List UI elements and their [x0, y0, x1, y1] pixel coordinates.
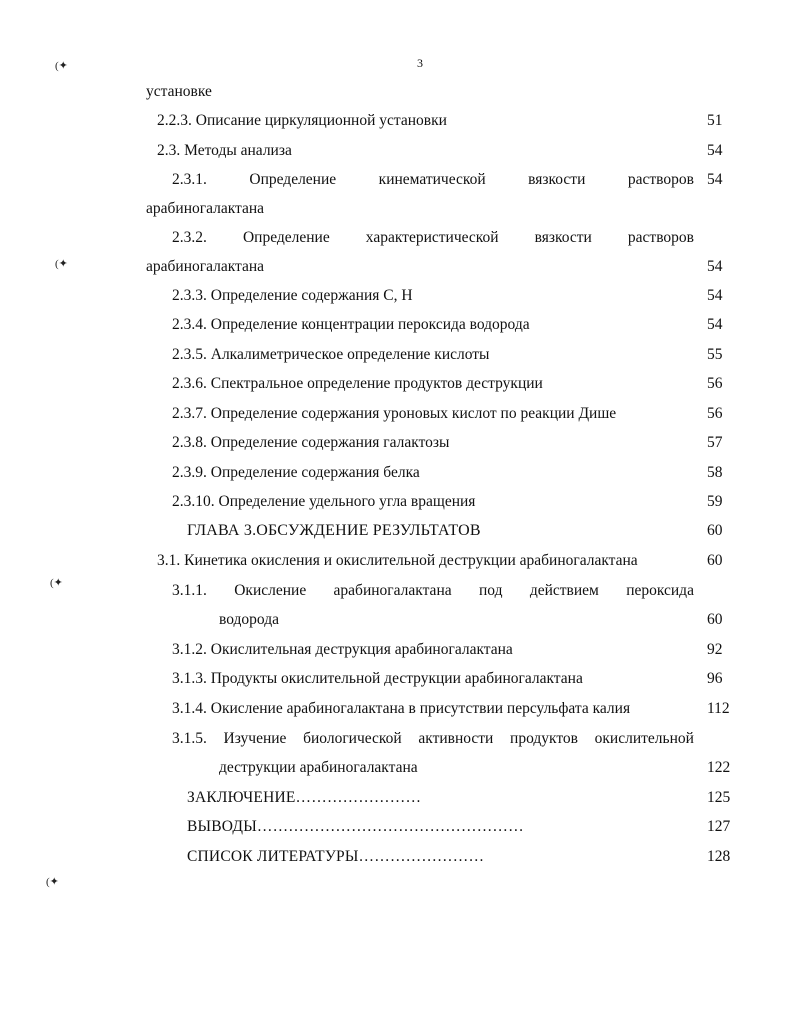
toc-entry-text: 2.3.10. Определение удельного угла вращения	[172, 493, 476, 510]
toc-word: Изучение	[223, 730, 287, 747]
binding-mark-icon: (✦	[50, 577, 63, 589]
toc-page-number: 112	[707, 700, 730, 717]
toc-page-number: 55	[707, 346, 723, 363]
toc-page-number: 122	[707, 759, 731, 776]
toc-entry-text: 2.3.3. Определение содержания С, Н	[172, 287, 413, 304]
toc-entry-continuation: арабиногалактана	[146, 258, 265, 275]
toc-page-number: 54	[707, 142, 723, 159]
toc-word: действием	[529, 582, 599, 599]
binding-mark-icon: (✦	[46, 876, 59, 888]
toc-page-number: 59	[707, 493, 723, 510]
toc-word: 2.3.2.	[172, 229, 207, 246]
toc-word: вязкости	[534, 229, 592, 246]
toc-entry-text: 2.3.8. Определение содержания галактозы	[172, 434, 450, 451]
toc-entry-justified-line	[172, 170, 694, 190]
toc-word: кинематической	[378, 171, 486, 188]
toc-word: Окисление	[234, 582, 307, 599]
toc-page-number: 60	[707, 522, 723, 539]
toc-word: биологической	[303, 730, 402, 747]
toc-word: активности	[418, 730, 494, 747]
toc-page-number: 57	[707, 434, 723, 451]
toc-entry-text: 2.3.5. Алкалиметрическое определение кислоты	[172, 346, 490, 363]
toc-entry-justified-line	[172, 581, 694, 601]
toc-page-number: 125	[707, 789, 731, 806]
toc-word: под	[478, 582, 503, 599]
binding-mark-icon: (✦	[55, 60, 68, 72]
toc-entry-justified-line	[172, 228, 694, 248]
toc-page-number: 127	[707, 818, 731, 835]
toc-page-number: 54	[707, 258, 723, 275]
toc-word: пероксида	[626, 582, 694, 599]
toc-word: вязкости	[528, 171, 586, 188]
toc-word: Определение	[249, 171, 337, 188]
toc-page-number: 92	[707, 641, 723, 658]
toc-entry-continuation: деструкции арабиногалактана	[219, 759, 418, 776]
toc-entry-text: 2.3.6. Спектральное определение продуктов деструкции	[172, 375, 543, 392]
toc-word: 2.3.1.	[172, 171, 207, 188]
toc-entry-text: 2.3.4. Определение концентрации пероксида водорода	[172, 316, 530, 333]
toc-entry-text: 3.1. Кинетика окисления и окислительной деструкции арабиногалактана	[157, 552, 638, 569]
toc-page-number: 51	[707, 112, 723, 129]
toc-word: 3.1.1.	[172, 582, 207, 599]
toc-page-number: 60	[707, 552, 723, 569]
toc-word: окислительной	[594, 730, 694, 747]
toc-entry-text: 3.1.2. Окислительная деструкция арабиногалактана	[172, 641, 513, 658]
toc-word: арабиногалактана	[333, 582, 452, 599]
toc-findings: ВЫВОДЫ……………………………………………	[187, 818, 524, 835]
toc-entry-continuation: водорода	[219, 611, 279, 628]
toc-word: характеристической	[365, 229, 499, 246]
toc-word: 3.1.5.	[172, 730, 207, 747]
page-number: 3	[417, 56, 423, 70]
toc-page-number: 54	[707, 171, 723, 188]
toc-entry-justified-line	[172, 729, 694, 749]
toc-entry-text: 2.3.7. Определение содержания уроновых кислот по реакции Дише	[172, 405, 617, 422]
toc-page-number: 60	[707, 611, 723, 628]
toc-page-number: 54	[707, 287, 723, 304]
toc-entry-text: 2.3.9. Определение содержания белка	[172, 464, 420, 481]
toc-page-number: 128	[707, 848, 731, 865]
toc-entry-text: 2.2.3. Описание циркуляционной установки	[157, 112, 447, 129]
toc-references: СПИСОК ЛИТЕРАТУРЫ……………………	[187, 848, 485, 865]
toc-page-number: 54	[707, 316, 723, 333]
binding-mark-icon: (✦	[55, 258, 68, 270]
toc-entry-text: 2.3. Методы анализа	[157, 142, 292, 159]
toc-conclusion: ЗАКЛЮЧЕНИЕ……………………	[187, 789, 422, 806]
toc-entry-continuation: арабиногалактана	[146, 200, 265, 217]
toc-word: растворов	[627, 229, 694, 246]
toc-page-number: 56	[707, 405, 723, 422]
toc-page-number: 56	[707, 375, 723, 392]
toc-entry-text: установке	[146, 83, 212, 100]
toc-word: Определение	[242, 229, 330, 246]
chapter-heading: ГЛАВА 3.ОБСУЖДЕНИЕ РЕЗУЛЬТАТОВ	[187, 522, 481, 539]
toc-word: растворов	[627, 171, 694, 188]
toc-page-number: 58	[707, 464, 723, 481]
toc-word: продуктов	[510, 730, 578, 747]
toc-entry-text: 3.1.3. Продукты окислительной деструкции арабиногалактана	[172, 670, 583, 687]
toc-page-number: 96	[707, 670, 723, 687]
toc-entry-text: 3.1.4. Окисление арабиногалактана в присутствии персульфата калия	[172, 700, 631, 717]
